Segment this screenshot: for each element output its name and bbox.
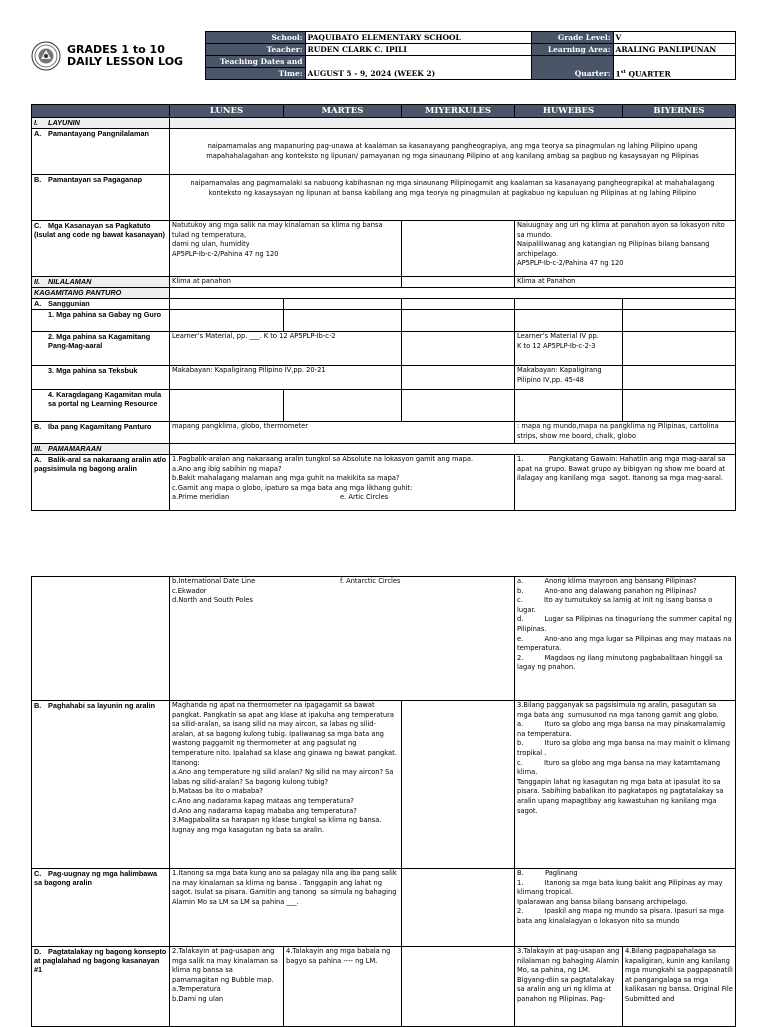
row-label: II. NILALAMAN: [32, 277, 170, 288]
dates-value: AUGUST 5 - 9, 2024 (WEEK 2): [305, 56, 531, 80]
learning-area-label: Learning Area:: [531, 44, 613, 56]
quarter-value: [613, 56, 735, 80]
section-label: I. LAYUNIN: [32, 118, 170, 129]
row-kagamitang-pang-mag-aaral: [32, 332, 736, 366]
cell: [515, 299, 623, 310]
section-pamamaraan: [32, 444, 736, 455]
row-mga-kasanayan: [32, 221, 736, 277]
nilalaman-miyerkules: [402, 277, 515, 288]
cell: [623, 310, 736, 332]
cell: [515, 390, 623, 422]
row-paghahabi: [32, 701, 736, 869]
balik-aral-item-f: f. Antarctic Circles: [340, 577, 401, 585]
section-fill: [170, 444, 736, 455]
lesson-table-page-2: [31, 576, 736, 1027]
row-label: 2. Mga pahina sa Kagamitang Pang-Mag-aaral: [32, 332, 170, 366]
section-layunin: [32, 118, 736, 129]
row-nilalaman: [32, 277, 736, 288]
cell: [623, 390, 736, 422]
balik-aral-item-a: a.Prime meridian: [172, 493, 230, 502]
cell: [170, 390, 284, 422]
cell: [623, 299, 736, 310]
iba-pang-kagamitan-lunes: mapang pangklima, globo, thermometer: [170, 422, 515, 444]
kagamitang-fill: [170, 288, 736, 299]
row-pagtatalakay: [32, 947, 736, 1027]
balik-aral-cont-lines: [172, 577, 512, 587]
section-fill: [170, 118, 736, 129]
cell: [402, 390, 515, 422]
quarter-suffix: st: [620, 68, 626, 75]
kasanayan-miyerkules: [402, 221, 515, 277]
grade-level-label: Grade Level:: [531, 32, 613, 44]
row-label: B. Pamantayan sa Pagaganap: [32, 175, 170, 221]
row-label: C. Mga Kasanayan sa Pagkatuto (Isulat ang code ng bawat kasanayan): [32, 221, 170, 277]
cell: [402, 310, 515, 332]
balik-aral-cont-lunes: [170, 577, 515, 701]
cell: [32, 577, 170, 701]
cell: [402, 701, 515, 869]
balik-aral-lunes-text: 1.Pagbalik-aralan ang nakaraang aralin tungkol sa Absolute na lokasyon gamit ang mapa. a.Ano ang ibig sabihin ng mapa? b.Bakit mahalagang malaman ang mga guhit na makikita sa mapa? c.Gamit ang mapa o globo, ipaturo sa mga bata ang mga likhang guhit:: [172, 455, 474, 492]
row-label: D. Pagtatalakay ng bagong konsepto at paglalahad ng bagong kasanayan #1: [32, 947, 170, 1027]
lesson-log-page-1: [31, 31, 735, 511]
section-label: III. PAMAMARAAN: [32, 444, 170, 455]
row-iba-pang-kagamitan: [32, 422, 736, 444]
pang-mag-aaral-lunes: Learner’s Material, pp. ___. K to 12 AP5PLP-Ib-c-2: [170, 332, 402, 366]
header-table: [31, 31, 736, 80]
lesson-log-page-2: [31, 576, 735, 1027]
row-label: A. Balik-aral sa nakaraang aralin at/o pagsisimula ng bagong aralin: [32, 455, 170, 511]
day-header-biyernes: BIYERNES: [623, 105, 736, 118]
school-value: PAQUIBATO ELEMENTARY SCHOOL: [305, 32, 531, 44]
row-label: A. Pamantayang Pangnilalaman: [32, 129, 170, 175]
kasanayan-lunes-martes: Natutukoy ang mga salik na may kinalaman sa klima ng bansa tulad ng temperatura, dami ng ulan, humidity AP5PLP-Ib-c-2/Pahina 47 ng 120: [170, 221, 402, 277]
balik-aral-item-e: e. Artic Circles: [340, 493, 389, 502]
balik-aral-item-b: b.International Date Line: [172, 577, 256, 585]
row-pamantayang-pangnilalaman: [32, 129, 736, 175]
cell: [402, 366, 515, 390]
row-balik-aral-cont: [32, 577, 736, 701]
iba-pang-kagamitan-huwebes: : mapa ng mundo,mapa na pangklima ng Pilipinas, cartolina strips, show me board, chalk, globo: [515, 422, 736, 444]
cell: [515, 310, 623, 332]
row-pamantayan-sa-pagganap: [32, 175, 736, 221]
lesson-table-page-1: [31, 104, 736, 511]
row-pag-uugnay: [32, 869, 736, 947]
header-logo-cell: [31, 32, 205, 80]
row-label: B. Iba pang Kagamitang Panturo: [32, 422, 170, 444]
row-label: KAGAMITANG PANTURO: [32, 288, 170, 299]
pagtatalakay-martes: 4.Talakayin ang mga babala ng bagyo sa pahina ---- ng LM.: [284, 947, 402, 1027]
cell: [284, 299, 402, 310]
day-header-huwebes: HUWEBES: [515, 105, 623, 118]
teksbuk-huwebes: Makabayan: Kapaligirang Pilipino IV,pp. 45-48: [515, 366, 623, 390]
paghahabi-lunes: Maghanda ng apat na thermometer na ipagagamit sa bawat pangkat. Pangkatin sa apat ang klase at ipakuha ang temperatura sa silid-aralan, sa isang silid na may aircon, sa labas ng silid-aralan, at sa bagong kulong tubig. Ipaliwanag sa mga bata ang wastong paggamit ng thermometer at ang pagsulat ng temperature nito. Ipalahad sa klase ang ginawa ng bawat pangkat. Itanong: a.Ano ang temperature ng silid aralan? Ng silid na may aircon? Sa labas ng silid-aralan? Sa bagong kulong tubig? b.Mataas ba ito o mababa? c.Ano ang nadarama kapag mataas ang temperatura? d.Ano ang nadarama kapag mababa ang temperatura? 3.Magpabalita sa harapan ng klase tungkol sa klima ng bansa. Iugnay ang mga kasagutan ng bata sa aralin.: [170, 701, 402, 869]
row-label: A. Sanggunian: [32, 299, 170, 310]
cell: [623, 332, 736, 366]
row-teksbuk: [32, 366, 736, 390]
quarter-word: QUARTER: [625, 69, 671, 78]
cell: [170, 299, 284, 310]
pamantayan-sa-pagganap-text: naipamamalas ang pagmamalaki sa nabuong kabihasnan ng mga sinaunang Pilipinogamit ang kaalaman sa kasanayang pangheograpikal at mahahalagang konteksto ng kasaysayan ng lipunan at bansa kabilang ang mga teorya ng pinagmulan at pagkabuo ng kapuluan ng Pilipinas at ng lahing Pilipino: [170, 175, 736, 221]
row-sanggunian: [32, 299, 736, 310]
pagtatalakay-huwebes: 3.Talakayin at pag-usapan ang nilalaman ng bahaging Alamin Mo, sa pahina, ng LM. Bigyang-diin sa pagtatalakay sa aralin ang uri ng klima at panahon ng Pilipinas. Pag-: [515, 947, 623, 1027]
balik-aral-lunes-lines: [172, 493, 512, 503]
day-header-martes: MARTES: [284, 105, 402, 118]
learning-area-value: ARALING PANLIPUNAN: [613, 44, 735, 56]
row-karagdagang-kagamitan: [32, 390, 736, 422]
nilalaman-huwebes: Klima at Panahon: [515, 277, 736, 288]
cell: [402, 947, 515, 1027]
kasanayan-huwebes-biyernes: Naiuugnay ang uri ng klima at panahon ayon sa lokasyon nito sa mundo. Naipaliliwanag ang katangian ng Pilipinas bilang bansang archipelago. AP5PLP-Ib-c-2/Pahina 47 ng 120: [515, 221, 736, 277]
row-label: B. Paghahabi sa layunin ng aralin: [32, 701, 170, 869]
dates-label-line1: Teaching Dates and: [205, 56, 305, 68]
pag-uugnay-huwebes: B. Paglinang 1. Itanong sa mga bata kung bakit ang Pilipinas ay may klimang tropical. Ipalarawan ang bansa bilang bansang archipelago. 2. Ipaskil ang mapa ng mundo sa pisara. Ipasuri sa mga bata ang kinalalagyan o lokasyon nito sa mundo: [515, 869, 736, 947]
grade-level-value: V: [613, 32, 735, 44]
teacher-value: RUDEN CLARK C. IPILI: [305, 44, 531, 56]
cell: [284, 390, 402, 422]
quarter-label: Quarter:: [531, 56, 613, 80]
paghahabi-huwebes: 3.Bilang pagganyak sa pagsisimula ng aralin, pasagutan sa mga bata ang sumusunod na mga tanong gamit ang globo. a. Ituro sa globo ang mga bansa na may pinakamalamig na temperatura. b. Ituro sa globo ang mga bansa na may mainit o klimang tropikal . c. Ituro sa globo ang mga bansa na may katamtamang klima. Tanggapin lahat ng kasagutan ng mga bata at ipasulat ito sa pisara. Sabihing babalikan ito pagkatapos ng pagtatalakay sa aralin upang mapagtibay ang kawastuhan ng kanilang mga sagot.: [515, 701, 736, 869]
row-label: 4. Karagdagang Kagamitan mula sa portal ng Learning Resource: [32, 390, 170, 422]
row-gabay-ng-guro: [32, 310, 736, 332]
balik-aral-cont-huwebes: a. Anong klima mayroon ang bansang Pilipinas? b. Ano-ano ang dalawang panahon ng Pilipinas? c. Ito ay tumutukoy sa lamig at init ng isang bansa o lugar. d. Lugar sa Pilipinas na tinaguriang the summer capital ng Pilipinas. e. Ano-ano ang mga lugar sa Pilipinas ang may mataas na temperatura. 2. Magdaos ng ilang minutong pagbabalitaan hinggil sa lagay ng pnahon.: [515, 577, 736, 701]
school-label: School:: [205, 32, 305, 44]
cell: [170, 310, 284, 332]
pag-uugnay-lunes: 1.Itanong sa mga bata kung ano sa palagay nila ang iba pang salik na may kinalaman sa klima ng bansa . Tanggapin ang lahat ng sagot. Isulat sa pisara. Gamitin ang tanong sa simula ng bahaging Alamin Mo sa LM sa LM sa pahina ___.: [170, 869, 402, 947]
row-label: 3. Mga pahina sa Teksbuk: [32, 366, 170, 390]
pagtatalakay-biyernes: 4.Bilang pagpapahalaga sa kapaligiran, kunin ang kanilang mga mungkahi sa pagpapanatili at pangangalaga sa mga kalikasan ng bansa. Original File Submitted and: [623, 947, 736, 1027]
pang-mag-aaral-huwebes: Learner’s Material IV pp. K to 12 AP5PLP-Ib-c-2-3: [515, 332, 623, 366]
pagtatalakay-lunes: 2.Talakayin at pag-usapan ang mga salik na may kinalaman sa klima ng bansa sa pamamagitan ng Bubble map. a.Temperatura b.Dami ng ulan: [170, 947, 284, 1027]
balik-aral-cont-rest: c.Ekwador d.North and South Poles: [172, 586, 253, 605]
row-kagamitang-panturo: [32, 288, 736, 299]
cell: [284, 310, 402, 332]
pamantayang-pangnilalaman-text: naipamamalas ang mapanuring pag-unawa at kaalaman sa kasanayang pangheograpiya, ang mga teorya sa pinagmulan ng lahing Pilipino upang mapahahalagahan ang konteksto ng lipunan/ pamayanan ng mga sinaunang Pilipino at ang kanilang ambag sa pagbuo ng kasaysayan ng Pilipinas: [170, 129, 736, 175]
deped-seal-icon: [31, 41, 61, 71]
corner-cell: [32, 105, 170, 118]
teksbuk-lunes: Makabayan: Kapaligirang Pilipino IV,pp. 20-21: [170, 366, 402, 390]
cell: [402, 332, 515, 366]
teacher-label: Teacher:: [205, 44, 305, 56]
row-label: C. Pag-uugnay ng mga halimbawa sa bagong aralin: [32, 869, 170, 947]
day-header-miyerkules: MIYERKULES: [402, 105, 515, 118]
header-title-line2: DAILY LESSON LOG: [67, 54, 184, 68]
quarter-number: 1: [615, 69, 621, 78]
cell: [402, 299, 515, 310]
day-header-lunes: LUNES: [170, 105, 284, 118]
balik-aral-lunes: [170, 455, 515, 511]
row-label: 1. Mga pahina sa Gabay ng Guro: [32, 310, 170, 332]
balik-aral-huwebes: 1. Pangkatang Gawain: Hahatiin ang mga mag-aaral sa apat na grupo. Bawat grupo ay bibigyan ng show me board at ilalagay ang kanilang mga sagot. Itanong sa mga mag-aaral.: [515, 455, 736, 511]
nilalaman-lunes: Klima at panahon: [170, 277, 402, 288]
header-title-line1: GRADES 1 to 10: [67, 42, 165, 56]
dates-label-line2: Time:: [205, 68, 305, 80]
row-balik-aral: [32, 455, 736, 511]
cell: [623, 366, 736, 390]
cell: [402, 869, 515, 947]
